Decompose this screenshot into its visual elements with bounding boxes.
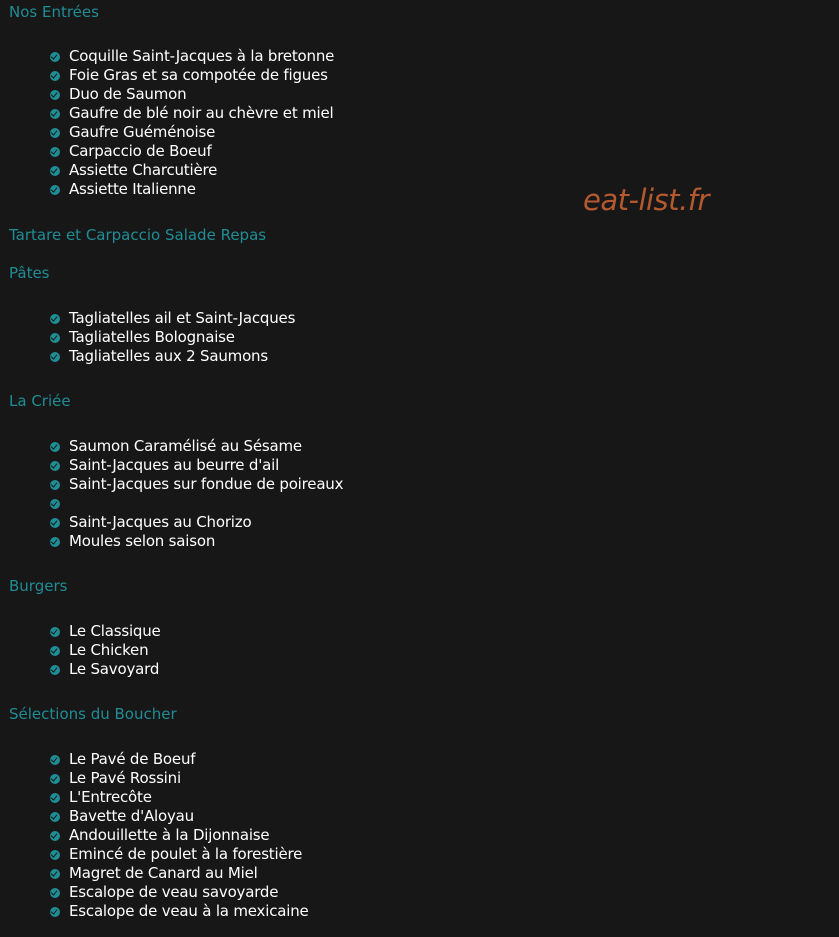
item-label: Magret de Canard au Miel <box>69 864 258 882</box>
list-item <box>50 66 334 85</box>
item-label: Bavette d'Aloyau <box>69 807 194 825</box>
list-pates <box>50 309 295 366</box>
list-item <box>50 864 309 883</box>
check-circle-icon <box>50 850 60 860</box>
list-item <box>50 104 334 123</box>
item-label: Escalope de veau savoyarde <box>69 883 279 901</box>
list-item <box>50 309 295 328</box>
item-label: Duo de Saumon <box>69 85 187 103</box>
list-item <box>50 826 309 845</box>
list-item <box>50 328 295 347</box>
item-label: Gaufre Guéménoise <box>69 123 216 141</box>
item-label: Emincé de poulet à la forestière <box>69 845 303 863</box>
check-circle-icon <box>50 869 60 879</box>
item-label: L'Entrecôte <box>69 788 152 806</box>
check-circle-icon <box>50 812 60 822</box>
list-item <box>50 750 309 769</box>
list-item <box>50 641 161 660</box>
list-item <box>50 845 309 864</box>
list-item <box>50 902 309 921</box>
check-circle-icon <box>50 518 60 528</box>
item-label: Le Chicken <box>69 641 149 659</box>
check-circle-icon <box>50 646 60 656</box>
item-label: Tagliatelles Bolognaise <box>69 328 235 346</box>
section-title-burgers: Burgers <box>9 577 68 595</box>
list-item <box>50 494 343 513</box>
check-circle-icon <box>50 480 60 490</box>
list-item <box>50 769 309 788</box>
list-item <box>50 788 309 807</box>
item-label: Moules selon saison <box>69 532 216 550</box>
item-label: Saint-Jacques sur fondue de poireaux <box>69 475 344 493</box>
section-title-tartare: Tartare et Carpaccio Salade Repas <box>9 226 267 244</box>
list-burgers <box>50 622 161 679</box>
list-item <box>50 347 295 366</box>
item-label: Saint-Jacques au beurre d'ail <box>69 456 280 474</box>
list-item <box>50 123 334 142</box>
list-item <box>50 437 343 456</box>
item-label: Assiette Charcutière <box>69 161 218 179</box>
list-item <box>50 532 343 551</box>
check-circle-icon <box>50 793 60 803</box>
check-circle-icon <box>50 774 60 784</box>
item-label: Saint-Jacques au Chorizo <box>69 513 252 531</box>
check-circle-icon <box>50 665 60 675</box>
item-label: Saumon Caramélisé au Sésame <box>69 437 302 455</box>
check-circle-icon <box>50 52 60 62</box>
item-label: Le Savoyard <box>69 660 160 678</box>
check-circle-icon <box>50 109 60 119</box>
check-circle-icon <box>50 128 60 138</box>
list-item <box>50 85 334 104</box>
check-circle-icon <box>50 907 60 917</box>
section-title-boucher: Sélections du Boucher <box>9 705 177 723</box>
list-item <box>50 47 334 66</box>
check-circle-icon <box>50 755 60 765</box>
list-item <box>50 161 334 180</box>
watermark: eat-list.fr <box>583 183 709 217</box>
item-label: Tagliatelles ail et Saint-Jacques <box>69 309 296 327</box>
check-circle-icon <box>50 537 60 547</box>
list-entrees <box>50 47 334 199</box>
item-label: Le Pavé Rossini <box>69 769 181 787</box>
list-item <box>50 142 334 161</box>
check-circle-icon <box>50 147 60 157</box>
check-circle-icon <box>50 442 60 452</box>
check-circle-icon <box>50 166 60 176</box>
list-criee <box>50 437 343 551</box>
list-item <box>50 807 309 826</box>
list-item <box>50 622 161 641</box>
check-circle-icon <box>50 352 60 362</box>
check-circle-icon <box>50 461 60 471</box>
check-circle-icon <box>50 627 60 637</box>
check-circle-icon <box>50 314 60 324</box>
list-item <box>50 883 309 902</box>
item-label: Gaufre de blé noir au chèvre et miel <box>69 104 334 122</box>
list-item <box>50 660 161 679</box>
section-title-pates: Pâtes <box>9 264 50 282</box>
item-label: Le Classique <box>69 622 161 640</box>
section-title-entrees: Nos Entrées <box>9 3 99 21</box>
check-circle-icon <box>50 71 60 81</box>
check-circle-icon <box>50 831 60 841</box>
list-item <box>50 475 343 494</box>
list-item <box>50 180 334 199</box>
list-item <box>50 513 343 532</box>
check-circle-icon <box>50 185 60 195</box>
item-label: Andouillette à la Dijonnaise <box>69 826 270 844</box>
list-boucher <box>50 750 309 921</box>
check-circle-icon <box>50 90 60 100</box>
item-label: Carpaccio de Boeuf <box>69 142 212 160</box>
item-label: Le Pavé de Boeuf <box>69 750 196 768</box>
check-circle-icon <box>50 888 60 898</box>
item-label: Coquille Saint-Jacques à la bretonne <box>69 47 335 65</box>
item-label: Escalope de veau à la mexicaine <box>69 902 309 920</box>
check-circle-icon <box>50 499 60 509</box>
section-title-criee: La Criée <box>9 392 71 410</box>
item-label: Tagliatelles aux 2 Saumons <box>69 347 268 365</box>
item-label: Assiette Italienne <box>69 180 196 198</box>
list-item <box>50 456 343 475</box>
check-circle-icon <box>50 333 60 343</box>
item-label: Foie Gras et sa compotée de figues <box>69 66 328 84</box>
